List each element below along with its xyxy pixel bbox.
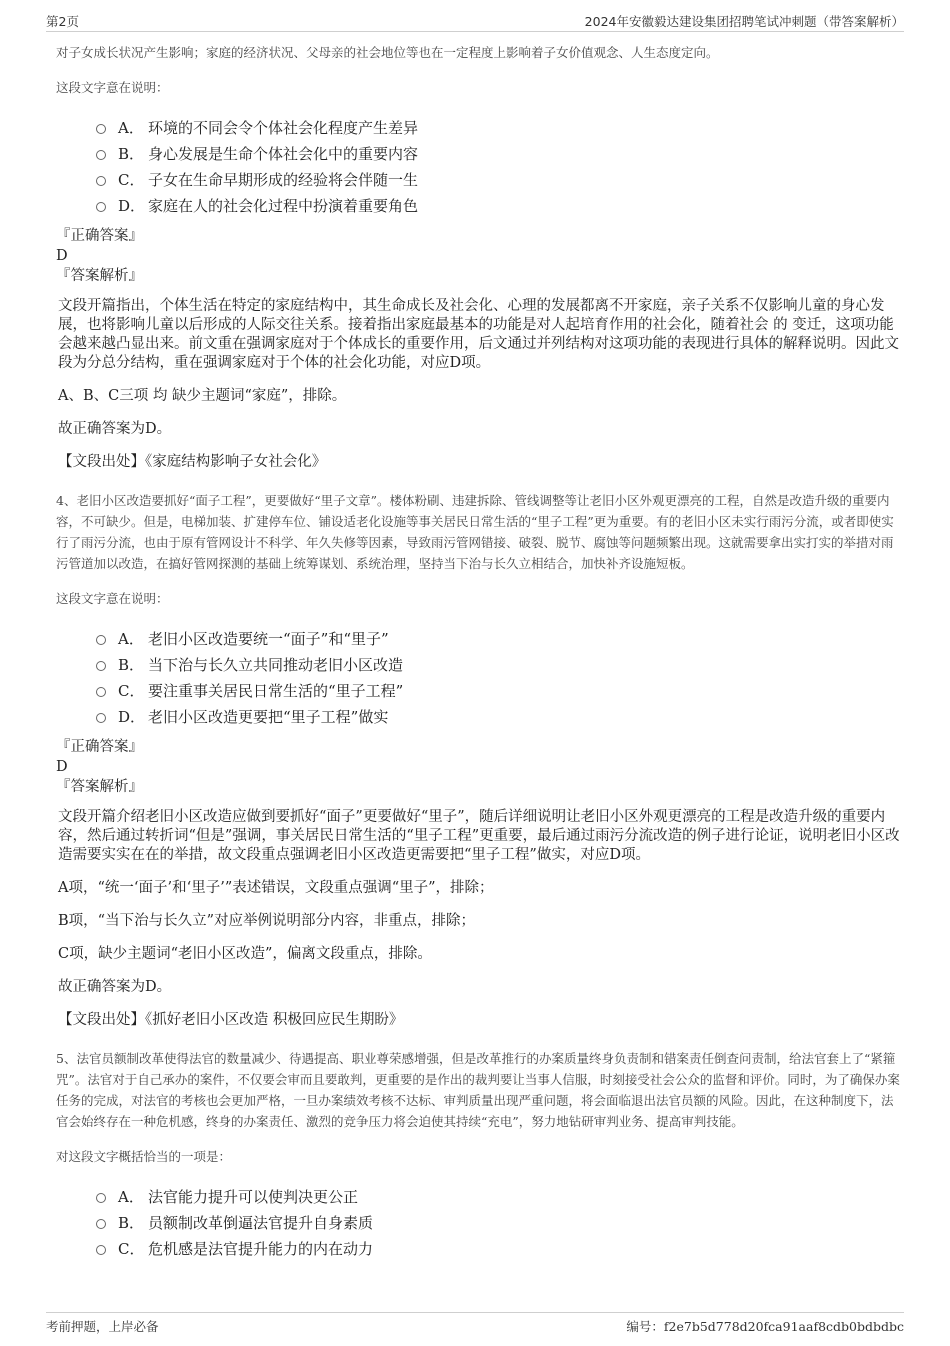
radio-icon[interactable] bbox=[96, 176, 106, 186]
analysis-paragraph: 故正确答案为D。 bbox=[58, 979, 172, 995]
radio-icon[interactable] bbox=[96, 713, 106, 723]
page-footer bbox=[46, 1312, 904, 1346]
option-a[interactable] bbox=[96, 1183, 900, 1209]
option-letter: D． bbox=[118, 196, 146, 215]
question-3 bbox=[56, 42, 900, 472]
question-4 bbox=[56, 490, 900, 1030]
option-letter: C． bbox=[118, 170, 145, 189]
analysis-label: 『答案解析』 bbox=[56, 268, 143, 284]
radio-icon[interactable] bbox=[96, 687, 106, 697]
option-d[interactable] bbox=[96, 703, 900, 729]
option-text: 老旧小区改造更要把“里子工程”做实 bbox=[148, 707, 389, 726]
page-content bbox=[56, 42, 900, 1269]
radio-icon[interactable] bbox=[96, 124, 106, 134]
passage: 5、法官员额制改革使得法官的数量减少、待遇提高、职业尊荣感增强，但是改革推行的办案质量终身负责制和错案责任倒查问责制，给法官套上了“紧箍咒”。法官对于自己承办的案件，不仅要会审而且要敢判，更重要的是作出的裁判要让当事人信服，时刻接受社会公众的监督和评价。同时，为了确保办案任务的完成，对法官的考核也会更加严格，一旦办案绩效考核不达标、审判质量出现严重问题，将会面临退出法官员额的风险。因此，在这种制度下，法官会始终存在一种危机感，终身的办案责任、激烈的竞争压力将会迫使其持续“充电”，努力地钻研审判业务、提高审判技能。 bbox=[56, 1051, 900, 1129]
document-title: 2024年安徽毅达建设集团招聘笔试冲刺题（带答案解析） bbox=[584, 14, 904, 29]
answer-label: 『正确答案』 bbox=[56, 228, 143, 244]
option-text: 员额制改革倒逼法官提升自身素质 bbox=[148, 1213, 374, 1232]
option-letter: D． bbox=[118, 707, 146, 726]
option-c[interactable] bbox=[96, 677, 900, 703]
passage: 4、老旧小区改造要抓好“面子工程”，更要做好“里子文章”。楼体粉刷、违建拆除、管线调整等让老旧小区外观更漂亮的工程，自然是改造升级的重要内容，不可缺少。但是，电梯加装、扩建停车位、铺设适老化设施等事关居民日常生活的“里子工程”更为重要。有的老旧小区未实行雨污分流，或者即使实行了雨污分流，也由于原有管网设计不科学、年久失修等因素，导致雨污管网错接、破裂、脱节、腐蚀等问题频繁出现。这就需要拿出实打实的举措对雨污管道加以改造，在搞好管网探测的基础上统筹谋划、系统治理，坚持当下治与长久立相结合，加快补齐设施短板。 bbox=[56, 493, 894, 571]
footer-slogan: 考前押题，上岸必备 bbox=[46, 1319, 159, 1334]
option-letter: C． bbox=[118, 681, 145, 700]
option-a[interactable] bbox=[96, 114, 900, 140]
option-b[interactable] bbox=[96, 140, 900, 166]
option-letter: B． bbox=[118, 144, 145, 163]
radio-icon[interactable] bbox=[96, 1219, 106, 1229]
analysis-paragraph: 文段开篇介绍老旧小区改造应做到要抓好“面子”更要做好“里子”，随后详细说明让老旧小区外观更漂亮的工程是改造升级的重要内容，然后通过转折词“但是”强调，事关居民日常生活的“里子工程”更重要，最后通过雨污分流改造的例子进行论证，说明老旧小区改造需要实实在在的举措，故文段重点强调老旧小区改造更需要把“里子工程”做实，对应D项。 bbox=[58, 809, 900, 863]
document-id: 编号：f2e7b5d778d20fca91aaf8cdb0bdbdbc bbox=[626, 1319, 904, 1334]
page-header bbox=[46, 0, 904, 32]
option-text: 当下治与长久立共同推动老旧小区改造 bbox=[148, 655, 404, 674]
option-text: 家庭在人的社会化过程中扮演着重要角色 bbox=[148, 196, 419, 215]
radio-icon[interactable] bbox=[96, 202, 106, 212]
analysis-paragraph: A、B、C三项 均 缺少主题词“家庭”，排除。 bbox=[58, 388, 347, 404]
radio-icon[interactable] bbox=[96, 635, 106, 645]
option-letter: B． bbox=[118, 1213, 145, 1232]
option-text: 环境的不同会令个体社会化程度产生差异 bbox=[148, 118, 419, 137]
option-letter: A． bbox=[118, 1187, 144, 1206]
option-text: 子女在生命早期形成的经验将会伴随一生 bbox=[148, 170, 419, 189]
analysis-label: 『答案解析』 bbox=[56, 779, 143, 795]
analysis-paragraph: 文段开篇指出，个体生活在特定的家庭结构中，其生命成长及社会化、心理的发展都离不开家庭，亲子关系不仅影响儿童的身心发展，也将影响儿童以后形成的人际交往关系。接着指出家庭最基本的功能是对人起培育作用的社会化，随着社会 的 变迁，这项功能会越来越凸显出来。前文重在强调家庭对于个体成长的重要作用，后文通过并列结构对这项功能的表现进行具体的解释说明。因此文段为分总分结构，重在强调家庭对于个体的社会化功能，对应D项。 bbox=[58, 298, 899, 371]
passage-source: 【文段出处】《抓好老旧小区改造 积极回应民生期盼》 bbox=[58, 1012, 404, 1028]
question-prompt: 对这段文字概括恰当的一项是： bbox=[56, 1149, 232, 1164]
radio-icon[interactable] bbox=[96, 150, 106, 160]
radio-icon[interactable] bbox=[96, 1245, 106, 1255]
option-c[interactable] bbox=[96, 1235, 900, 1261]
question-prompt: 这段文字意在说明： bbox=[56, 591, 169, 606]
option-letter: A． bbox=[118, 629, 144, 648]
option-text: 老旧小区改造要统一“面子”和“里子” bbox=[148, 629, 389, 648]
option-a[interactable] bbox=[96, 625, 900, 651]
option-d[interactable] bbox=[96, 192, 900, 218]
passage: 对子女成长状况产生影响；家庭的经济状况、父母亲的社会地位等也在一定程度上影响着子女价值观念、人生态度定向。 bbox=[56, 45, 719, 60]
analysis-paragraph: A项，“统一‘面子’和‘里子’”表述错误，文段重点强调“里子”，排除； bbox=[58, 880, 494, 896]
passage-source: 【文段出处】《家庭结构影响子女社会化》 bbox=[58, 454, 327, 470]
page-number: 第2页 bbox=[46, 14, 79, 29]
analysis-paragraph: 故正确答案为D。 bbox=[58, 421, 172, 437]
answer-value: D bbox=[56, 759, 68, 775]
option-text: 身心发展是生命个体社会化中的重要内容 bbox=[148, 144, 419, 163]
radio-icon[interactable] bbox=[96, 1193, 106, 1203]
options-list bbox=[96, 625, 900, 729]
answer-value: D bbox=[56, 248, 68, 264]
analysis-paragraph: B项，“当下治与长久立”对应举例说明部分内容，非重点，排除； bbox=[58, 913, 475, 929]
options-list bbox=[96, 1183, 900, 1261]
question-5 bbox=[56, 1048, 900, 1261]
option-c[interactable] bbox=[96, 166, 900, 192]
radio-icon[interactable] bbox=[96, 661, 106, 671]
options-list bbox=[96, 114, 900, 218]
option-text: 法官能力提升可以使判决更公正 bbox=[148, 1187, 359, 1206]
option-text: 要注重事关居民日常生活的“里子工程” bbox=[148, 681, 404, 700]
answer-label: 『正确答案』 bbox=[56, 739, 143, 755]
option-b[interactable] bbox=[96, 1209, 900, 1235]
option-letter: B． bbox=[118, 655, 145, 674]
question-prompt: 这段文字意在说明： bbox=[56, 80, 169, 95]
option-letter: A． bbox=[118, 118, 144, 137]
option-text: 危机感是法官提升能力的内在动力 bbox=[148, 1239, 374, 1258]
option-b[interactable] bbox=[96, 651, 900, 677]
analysis-paragraph: C项，缺少主题词“老旧小区改造”，偏离文段重点，排除。 bbox=[58, 946, 432, 962]
option-letter: C． bbox=[118, 1239, 145, 1258]
